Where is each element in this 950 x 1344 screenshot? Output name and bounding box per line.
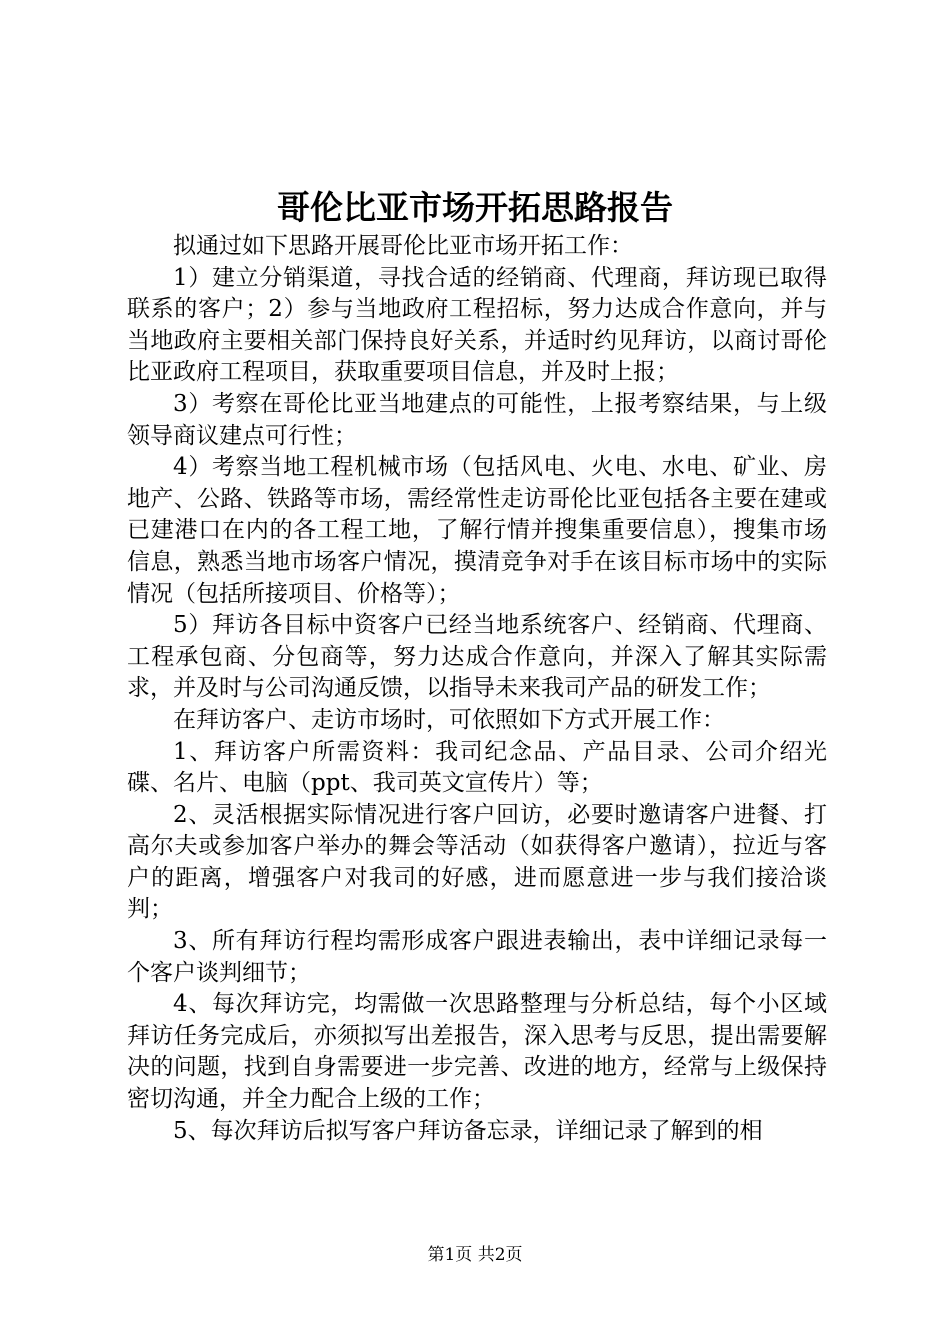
paragraph-item-4: 4）考察当地工程机械市场（包括风电、火电、水电、矿业、房地产、公路、铁路等市场，需经常性走访哥伦比亚包括各主要在建或已建港口在内的各工程工地，了解行情并搜集重要信息），搜集市场信息，熟悉当地市场客户情况，摸清竞争对手在该目标市场中的实际情况（包括所接项目、价格等）；	[127, 454, 827, 607]
document-title: 哥伦比亚市场开拓思路报告	[277, 188, 673, 227]
paragraph-visit-3: 3、所有拜访行程均需形成客户跟进表输出，表中详细记录每一个客户谈判细节；	[127, 928, 827, 986]
paragraph-visit-intro: 在拜访客户、走访市场时，可依照如下方式开展工作：	[173, 706, 725, 733]
paragraph-item-5: 5）拜访各目标中资客户已经当地系统客户、经销商、代理商、工程承包商、分包商等，努力达成合作意向，并深入了解其实际需求，并及时与公司沟通反馈，以指导未来我司产品的研发工作；	[127, 612, 827, 702]
paragraph-item-1: 1）建立分销渠道，寻找合适的经销商、代理商，拜访现已取得联系的客户；2）参与当地政府工程招标，努力达成合作意向，并与当地政府主要相关部门保持良好关系，并适时约见拜访，以商讨哥伦比亚政府工程项目，获取重要项目信息，并及时上报；	[127, 264, 827, 386]
paragraph-item-3: 3）考察在哥伦比亚当地建点的可能性，上报考察结果，与上级领导商议建点可行性；	[127, 390, 827, 449]
page-footer: 第1页 共2页	[427, 1245, 523, 1265]
paragraph-visit-1: 1、拜访客户所需资料：我司纪念品、产品目录、公司介绍光碟、名片、电脑（ppt、我司英文宣传片）等；	[127, 738, 827, 797]
paragraph-visit-5: 5、每次拜访后拟写客户拜访备忘录，详细记录了解到的相	[173, 1117, 763, 1144]
paragraph-visit-2: 2、灵活根据实际情况进行客户回访，必要时邀请客户进餐、打高尔夫或参加客户举办的舞会等活动（如获得客户邀请），拉近与客户的距离，增强客户对我司的好感，进而愿意进一步与我们接洽谈判；	[127, 801, 827, 923]
document-body	[127, 231, 827, 1147]
paragraph-visit-4: 4、每次拜访完，均需做一次思路整理与分析总结，每个小区域拜访任务完成后，亦须拟写出差报告，深入思考与反思，提出需要解决的问题，找到自身需要进一步完善、改进的地方，经常与上级保持密切沟通，并全力配合上级的工作；	[127, 991, 827, 1113]
paragraph-intro: 拟通过如下思路开展哥伦比亚市场开拓工作：	[173, 233, 633, 259]
